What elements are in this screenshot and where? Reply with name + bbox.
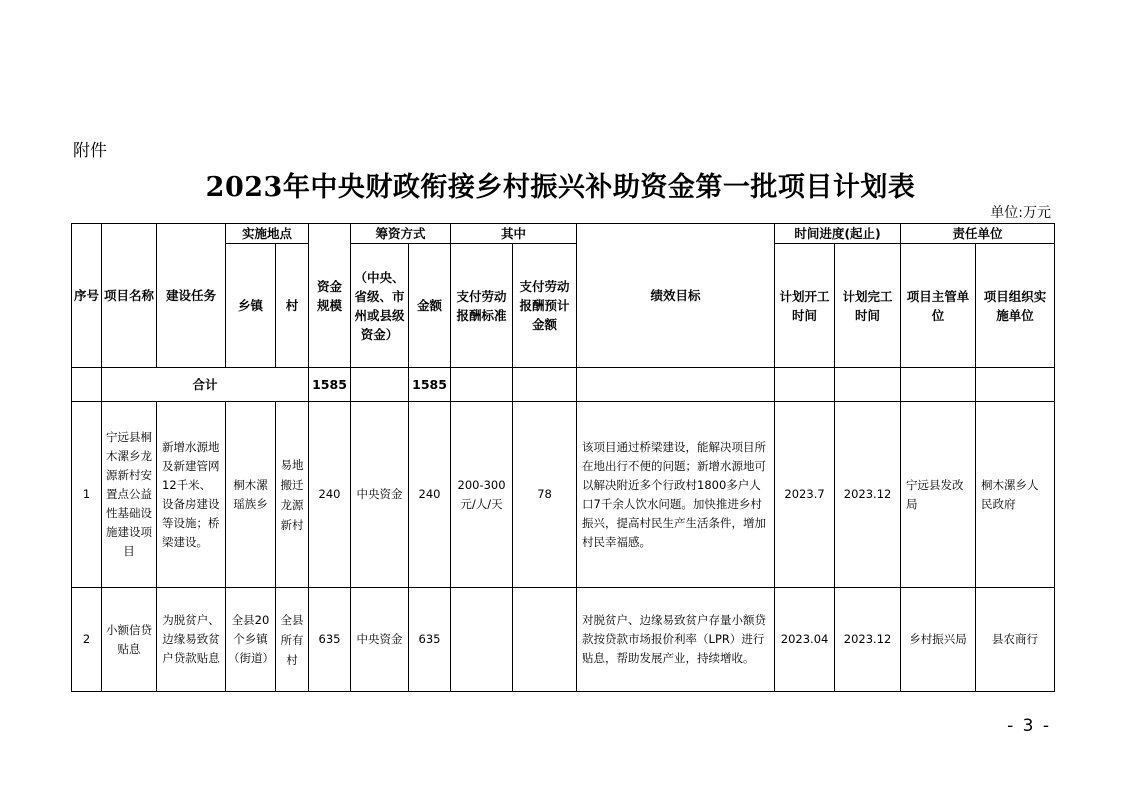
page-number: - 3 -	[1007, 716, 1051, 736]
row-seq: 1	[72, 402, 102, 588]
row-amount: 240	[409, 402, 451, 588]
total-seq-cell	[72, 368, 102, 402]
header-schedule: 时间进度(起止)	[775, 224, 901, 244]
header-seq: 序号	[72, 224, 102, 368]
unit-label: 单位:万元	[990, 205, 1051, 221]
row-source: 中央资金	[351, 402, 409, 588]
header-responsible: 责任单位	[901, 224, 1055, 244]
row-scale: 240	[309, 402, 351, 588]
row-village: 易地搬迁龙源新村	[276, 402, 309, 588]
header-project-name: 项目名称	[102, 224, 157, 368]
header-funding-method: 筹资方式	[351, 224, 451, 244]
total-label: 合计	[102, 368, 309, 402]
header-scale: 资金规模	[309, 224, 351, 368]
row-dept: 乡村振兴局	[901, 588, 976, 692]
row-org: 桐木漯乡人民政府	[976, 402, 1055, 588]
row-end: 2023.12	[835, 588, 901, 692]
row-goal: 对脱贫户、边缘易致贫户存量小额贷款按贷款市场报价利率（LPR）进行贴息，帮助发展产业，持续增收。	[577, 588, 775, 692]
total-amount: 1585	[409, 368, 451, 402]
row-labor-total	[513, 588, 577, 692]
row-township: 全县20个乡镇（街道）	[226, 588, 276, 692]
row-amount: 635	[409, 588, 451, 692]
total-empty-cell	[901, 368, 976, 402]
header-end: 计划完工时间	[835, 244, 901, 368]
header-labor-standard: 支付劳动报酬标准	[451, 244, 513, 368]
project-plan-table	[71, 223, 1055, 692]
row-source: 中央资金	[351, 588, 409, 692]
total-empty-cell	[775, 368, 835, 402]
row-labor-standard: 200-300元/人/天	[451, 402, 513, 588]
header-task: 建设任务	[157, 224, 226, 368]
header-org: 项目组织实施单位	[976, 244, 1055, 368]
row-dept: 宁远县发改局	[901, 402, 976, 588]
header-township: 乡镇	[226, 244, 276, 368]
attachment-label: 附件	[73, 141, 107, 161]
header-funding-source: （中央、省级、市州或县级资金）	[351, 244, 409, 368]
row-labor-standard	[451, 588, 513, 692]
row-start: 2023.04	[775, 588, 835, 692]
header-dept: 项目主管单位	[901, 244, 976, 368]
total-scale: 1585	[309, 368, 351, 402]
row-labor-total: 78	[513, 402, 577, 588]
header-location: 实施地点	[226, 224, 309, 244]
total-empty-cell	[976, 368, 1055, 402]
total-empty-cell	[513, 368, 577, 402]
table-row	[72, 588, 1055, 692]
row-goal: 该项目通过桥梁建设，能解决项目所在地出行不便的问题；新增水源地可以解决附近多个行政村1800多户人口7千余人饮水问题。加快推进乡村振兴，提高村民生产生活条件，增加村民幸福感。	[577, 402, 775, 588]
row-task: 新增水源地及新建管网12千米、设备房建设等设施；桥梁建设。	[157, 402, 226, 588]
row-township: 桐木漯瑶族乡	[226, 402, 276, 588]
row-start: 2023.7	[775, 402, 835, 588]
row-org: 县农商行	[976, 588, 1055, 692]
row-end: 2023.12	[835, 402, 901, 588]
header-amount: 金额	[409, 244, 451, 368]
row-village: 全县所有村	[276, 588, 309, 692]
document-title: 2023年中央财政衔接乡村振兴补助资金第一批项目计划表	[205, 172, 916, 203]
total-empty-cell	[577, 368, 775, 402]
total-row	[72, 368, 1055, 402]
header-among: 其中	[451, 224, 577, 244]
table-row	[72, 402, 1055, 588]
header-start: 计划开工时间	[775, 244, 835, 368]
header-labor-total: 支付劳动报酬预计金额	[513, 244, 577, 368]
header-village: 村	[276, 244, 309, 368]
header-row-1	[72, 224, 1055, 244]
total-empty-cell	[451, 368, 513, 402]
header-goal: 绩效目标	[577, 224, 775, 368]
row-project-name: 小额信贷贴息	[102, 588, 157, 692]
row-project-name: 宁远县桐木漯乡龙源新村安置点公益性基础设施建设项目	[102, 402, 157, 588]
row-seq: 2	[72, 588, 102, 692]
row-task: 为脱贫户、边缘易致贫户贷款贴息	[157, 588, 226, 692]
total-source-cell	[351, 368, 409, 402]
total-empty-cell	[835, 368, 901, 402]
row-scale: 635	[309, 588, 351, 692]
